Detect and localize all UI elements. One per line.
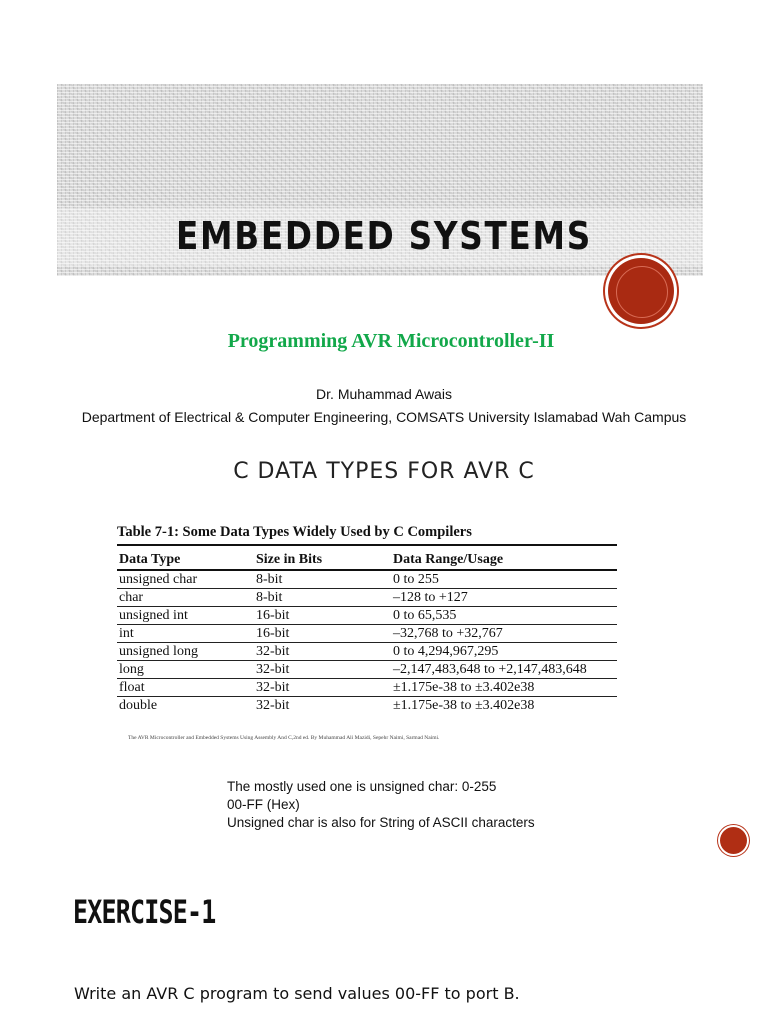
notes-block [227,778,535,832]
table-cell: 16-bit [256,607,290,623]
table-cell: 8-bit [256,589,283,605]
table-row [117,589,617,607]
column-header: Data Type [119,551,181,567]
department-name: Department of Electrical & Computer Engineering, COMSATS University Islamabad Wah Campus [81,409,687,425]
note-line: 00-FF (Hex) [227,797,300,812]
table-row [117,697,617,715]
table-cell: 8-bit [256,571,283,587]
section-heading: C DATA TYPES FOR AVR C [233,459,535,484]
table-cell: long [119,661,144,677]
decorative-circle-icon [720,827,747,854]
table-cell: 32-bit [256,679,290,695]
slide-subtitle: Programming AVR Microcontroller-II [227,330,555,352]
table-cell: 32-bit [256,661,290,677]
column-header: Size in Bits [256,551,323,567]
table-cell: –32,768 to +32,767 [393,625,503,641]
table-citation: The AVR Microcontroller and Embedded Systems Using Assembly And C,2nd ed. By Muhammad Ali Mazidi, Sepehr Naimi, Sarmad Naimi. [128,735,440,741]
exercise-text: Write an AVR C program to send values 00-FF to port B. [74,984,520,1003]
table-cell: unsigned long [119,643,198,659]
table-cell: int [119,625,134,641]
note-line: Unsigned char is also for String of ASCII characters [227,815,535,830]
table-cell: –128 to +127 [393,589,468,605]
data-types-table-block [117,524,617,714]
table-cell: double [119,697,158,713]
table-cell: 0 to 65,535 [393,607,457,623]
table-cell: –2,147,483,648 to +2,147,483,648 [393,661,587,677]
table-row [117,643,617,661]
column-header: Data Range/Usage [393,551,504,567]
slide-title: EMBEDDED SYSTEMS [175,214,593,258]
table-row [117,607,617,625]
table-header-row [117,551,617,570]
table-caption: Table 7-1: Some Data Types Widely Used by C Compilers [117,524,617,546]
table-cell: unsigned int [119,607,188,623]
table-cell: 16-bit [256,625,290,641]
table-cell: 32-bit [256,697,290,713]
table-row [117,625,617,643]
decorative-circle-icon [608,258,674,324]
table-cell: 32-bit [256,643,290,659]
data-types-table [117,551,617,714]
table-cell: char [119,589,144,605]
author-name: Dr. Muhammad Awais [316,386,452,402]
note-line: The mostly used one is unsigned char: 0-255 [227,779,497,794]
table-row [117,661,617,679]
table-cell: 0 to 4,294,967,295 [393,643,499,659]
table-cell: 0 to 255 [393,571,439,587]
table-cell: unsigned char [119,571,198,587]
exercise-title: EXERCISE-1 [73,893,216,931]
table-cell: ±1.175e-38 to ±3.402e38 [393,697,535,713]
table-cell: ±1.175e-38 to ±3.402e38 [393,679,535,695]
table-cell: float [119,679,145,695]
table-row [117,679,617,697]
table-row [117,570,617,589]
